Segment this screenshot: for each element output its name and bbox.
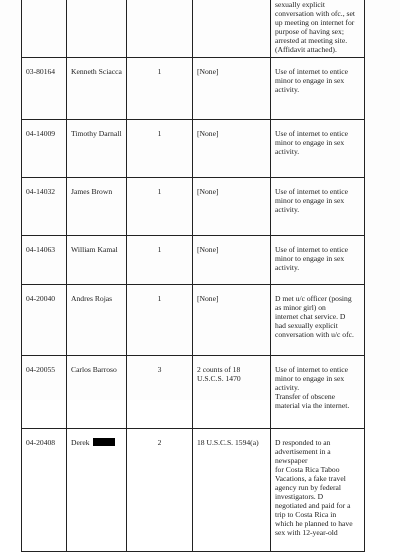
description-line: internet chat service. D xyxy=(275,312,346,321)
case-number: 04-20055 xyxy=(22,356,67,429)
count-value: 1 xyxy=(127,236,193,285)
description-line: up meeting on internet for xyxy=(275,18,355,27)
description-line: activity. xyxy=(275,205,300,214)
description-line: purpose of having sex; xyxy=(275,27,344,36)
count-value: 2 xyxy=(127,429,193,552)
description-cell xyxy=(271,178,365,236)
description-line: Transfer of obscene xyxy=(275,392,336,401)
description-line: material via the internet. xyxy=(275,401,350,410)
defendant-name-cell xyxy=(67,429,127,552)
case-number: 03-80164 xyxy=(22,58,67,120)
statute-value: 2 counts of 18 U.S.C.S. 1470 xyxy=(193,356,271,429)
description-cell xyxy=(271,0,365,58)
description-line: newspaper xyxy=(275,456,308,465)
description-line: investigators. D xyxy=(275,492,324,501)
table-row xyxy=(22,58,365,120)
defendant-name: James Brown xyxy=(67,178,127,236)
case-number: 04-14032 xyxy=(22,178,67,236)
description-line: for Costa Rica Taboo xyxy=(275,465,340,474)
description-line: activity. xyxy=(275,263,300,272)
case-number: 04-14063 xyxy=(22,236,67,285)
description-line: conversation with u/c ofc. xyxy=(275,330,354,339)
description-line: D met u/c officer (posing xyxy=(275,294,352,303)
case-number: 04-20408 xyxy=(22,429,67,552)
description-line: arrested at meeting site. xyxy=(275,36,348,45)
defendant-name: Carlos Barroso xyxy=(67,356,127,429)
statute-value: 18 U.S.C.S. 1594(a) xyxy=(193,429,271,552)
description-line: (Affidavit attached). xyxy=(275,45,337,54)
defendant-name: Derek xyxy=(71,438,90,447)
count-value: 1 xyxy=(127,178,193,236)
description-line: sexually explicit xyxy=(275,0,325,9)
description-cell xyxy=(271,120,365,178)
description-cell xyxy=(271,356,365,429)
description-line: negotiated and paid for a xyxy=(275,501,351,510)
description-line: Vacations, a fake travel xyxy=(275,474,346,483)
description-line: as minor girl) on xyxy=(275,303,326,312)
description-line: conversation with ofc., set xyxy=(275,9,355,18)
case-number: 04-20040 xyxy=(22,285,67,356)
statute-value: [None] xyxy=(193,236,271,285)
description-line: minor to engage in sex xyxy=(275,254,345,263)
statute-cell xyxy=(193,0,271,58)
count-value: 1 xyxy=(127,58,193,120)
count-value: 1 xyxy=(127,120,193,178)
statute-value: [None] xyxy=(193,58,271,120)
description-line: agency run by federal xyxy=(275,483,341,492)
table-row xyxy=(22,120,365,178)
table-row xyxy=(22,356,365,429)
table-row xyxy=(22,429,365,552)
description-cell xyxy=(271,236,365,285)
description-line: Use of internet to entice xyxy=(275,129,348,138)
count-cell xyxy=(127,0,193,58)
description-cell xyxy=(271,429,365,552)
description-line: Use of internet to entice xyxy=(275,365,348,374)
description-cell xyxy=(271,58,365,120)
description-line: activity. xyxy=(275,85,300,94)
statute-value: [None] xyxy=(193,285,271,356)
defendant-name: William Kamal xyxy=(67,236,127,285)
description-line: minor to engage in sex xyxy=(275,196,345,205)
description-line: minor to engage in sex xyxy=(275,374,345,383)
statute-value: [None] xyxy=(193,120,271,178)
defendant-name: Timothy Darnall xyxy=(67,120,127,178)
description-line: D responded to an xyxy=(275,438,331,447)
description-line: advertisement in a xyxy=(275,447,331,456)
description-cell xyxy=(271,285,365,356)
name-cell xyxy=(67,0,127,58)
case-number: 04-14009 xyxy=(22,120,67,178)
table-row xyxy=(22,285,365,356)
description-line: activity. xyxy=(275,147,300,156)
description-line: Use of internet to entice xyxy=(275,187,348,196)
description-line: Use of internet to entice xyxy=(275,245,348,254)
count-value: 1 xyxy=(127,285,193,356)
description-line: sex with 12-year-old xyxy=(275,528,338,537)
description-line: activity. xyxy=(275,383,300,392)
redaction-block xyxy=(93,438,115,446)
case-cell xyxy=(22,0,67,58)
defendant-name: Kenneth Sciacca xyxy=(67,58,127,120)
statute-value: [None] xyxy=(193,178,271,236)
table-row xyxy=(22,178,365,236)
description-line: Use of internet to entice xyxy=(275,67,348,76)
description-line: trip to Costa Rica in xyxy=(275,510,337,519)
defendant-name: Andres Rojas xyxy=(67,285,127,356)
table-row xyxy=(22,236,365,285)
table-row xyxy=(22,0,365,58)
description-line: which he planned to have xyxy=(275,519,353,528)
description-line: had sexually explicit xyxy=(275,321,338,330)
count-value: 3 xyxy=(127,356,193,429)
description-line: minor to engage in sex xyxy=(275,138,345,147)
description-line: minor to engage in sex xyxy=(275,76,345,85)
case-table xyxy=(21,0,365,552)
